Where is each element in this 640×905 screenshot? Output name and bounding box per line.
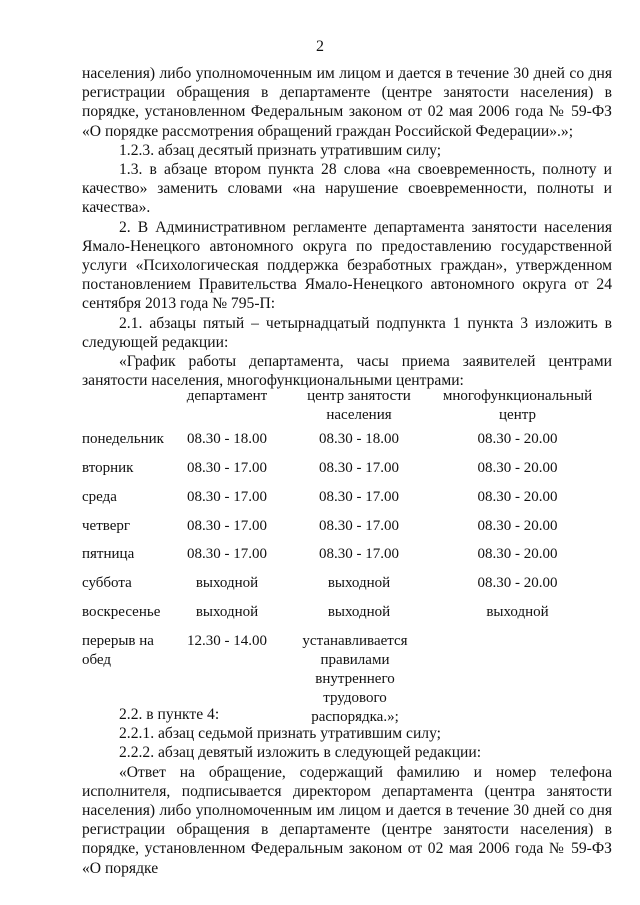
row-mfc-hours: 08.30 - 20.00 bbox=[477, 575, 558, 591]
paragraph: 2. В Административном регламенте департамента занятости населения Ямало-Ненецкого автономного округа по предоставлению государственной услуги «Психологическая поддержка безработных граждан», утвержденном постановлением Правительства Ямало-Ненецкого автономного округа от 24 сентября 2013 года № 795-П: bbox=[82, 218, 612, 313]
row-day-break: перерыв на обед bbox=[82, 633, 154, 668]
row-center-hours: 08.30 - 17.00 bbox=[319, 518, 399, 534]
row-center-hours: выходной bbox=[327, 575, 391, 591]
row-center-hours: 08.30 - 17.00 bbox=[319, 460, 399, 476]
paragraph: 2.1. абзацы пятый – четырнадцатый подпункта 1 пункта 3 изложить в следующей редакции: bbox=[82, 314, 612, 351]
paragraph: 2.2.1. абзац седьмой признать утратившим силу; bbox=[119, 725, 442, 743]
paragraph: «Ответ на обращение, содержащий фамилию и номер телефона исполнителя, подписывается директором департамента (центра занятости населения) либо уполномоченным им лицом и дается в течение 30 дней со дня регистрации обращения в департаменте (центре занятости населения) в порядке, установленном Федеральным законом от 02 мая 2006 года № 59-ФЗ «О порядке bbox=[82, 763, 612, 877]
closing-text-block bbox=[82, 705, 612, 878]
row-dept-hours: 08.30 - 17.00 bbox=[187, 546, 267, 562]
page-number: 2 bbox=[316, 38, 324, 55]
row-dept-hours: 08.30 - 17.00 bbox=[187, 489, 267, 505]
row-day: вторник bbox=[82, 460, 134, 476]
row-day: четверг bbox=[82, 518, 131, 534]
row-center-hours: выходной bbox=[327, 604, 391, 620]
header-mfc: многофункциональный центр bbox=[442, 388, 593, 423]
row-dept-hours: выходной bbox=[195, 604, 259, 620]
row-mfc-hours: 08.30 - 20.00 bbox=[477, 460, 558, 476]
row-mfc-hours: 08.30 - 20.00 bbox=[477, 546, 558, 562]
row-dept-hours: выходной bbox=[195, 575, 259, 591]
row-center-hours: 08.30 - 17.00 bbox=[319, 546, 399, 562]
paragraph: 1.3. в абзаце втором пункта 28 слова «на своевременность, полноту и качество» заменить словами «на нарушение своевременности, полноты и качества». bbox=[82, 161, 612, 217]
row-dept-hours: 08.30 - 18.00 bbox=[187, 431, 267, 447]
row-mfc-hours: 08.30 - 20.00 bbox=[477, 431, 558, 447]
paragraph: 1.2.3. абзац десятый признать утратившим силу; bbox=[119, 141, 442, 159]
row-center-hours: 08.30 - 18.00 bbox=[319, 431, 399, 447]
row-day: среда bbox=[82, 489, 117, 505]
row-day: суббота bbox=[82, 575, 132, 591]
row-center-hours: 08.30 - 17.00 bbox=[319, 489, 399, 505]
paragraph: 2.2.2. абзац девятый изложить в следующей редакции: bbox=[119, 744, 482, 762]
row-mfc-hours: 08.30 - 20.00 bbox=[477, 489, 558, 505]
row-center-break-text: устанавливается правилами внутреннего трудового распорядка.»; bbox=[302, 633, 408, 725]
row-day: пятница bbox=[82, 546, 135, 562]
intro-text-block bbox=[82, 64, 612, 390]
row-day: понедельник bbox=[82, 431, 164, 447]
schedule-header bbox=[0, 387, 640, 427]
paragraph: населения) либо уполномоченным им лицом и дается в течение 30 дней со дня регистрации обращения в департаменте (центре занятости населения) в порядке, установленном Федеральным законом от 02 мая 2006 года № 59-ФЗ «О порядке рассмотрения обращений граждан Российской Федерации».»; bbox=[82, 65, 612, 140]
row-mfc-hours: 08.30 - 20.00 bbox=[477, 518, 558, 534]
paragraph: 2.2. в пункте 4: bbox=[119, 706, 220, 723]
row-day: воскресенье bbox=[82, 604, 161, 620]
row-mfc-hours: выходной bbox=[486, 604, 549, 620]
row-dept-hours: 08.30 - 17.00 bbox=[187, 518, 267, 534]
row-dept-hours: 08.30 - 17.00 bbox=[187, 460, 267, 476]
header-department: департамент bbox=[186, 388, 268, 404]
paragraph: «График работы департамента, часы приема заявителей центрами занятости населения, многофункциональными центрами: bbox=[82, 353, 612, 390]
row-dept-break-hours: 12.30 - 14.00 bbox=[187, 633, 267, 649]
header-employment-center: центр занятости населения bbox=[307, 388, 411, 423]
